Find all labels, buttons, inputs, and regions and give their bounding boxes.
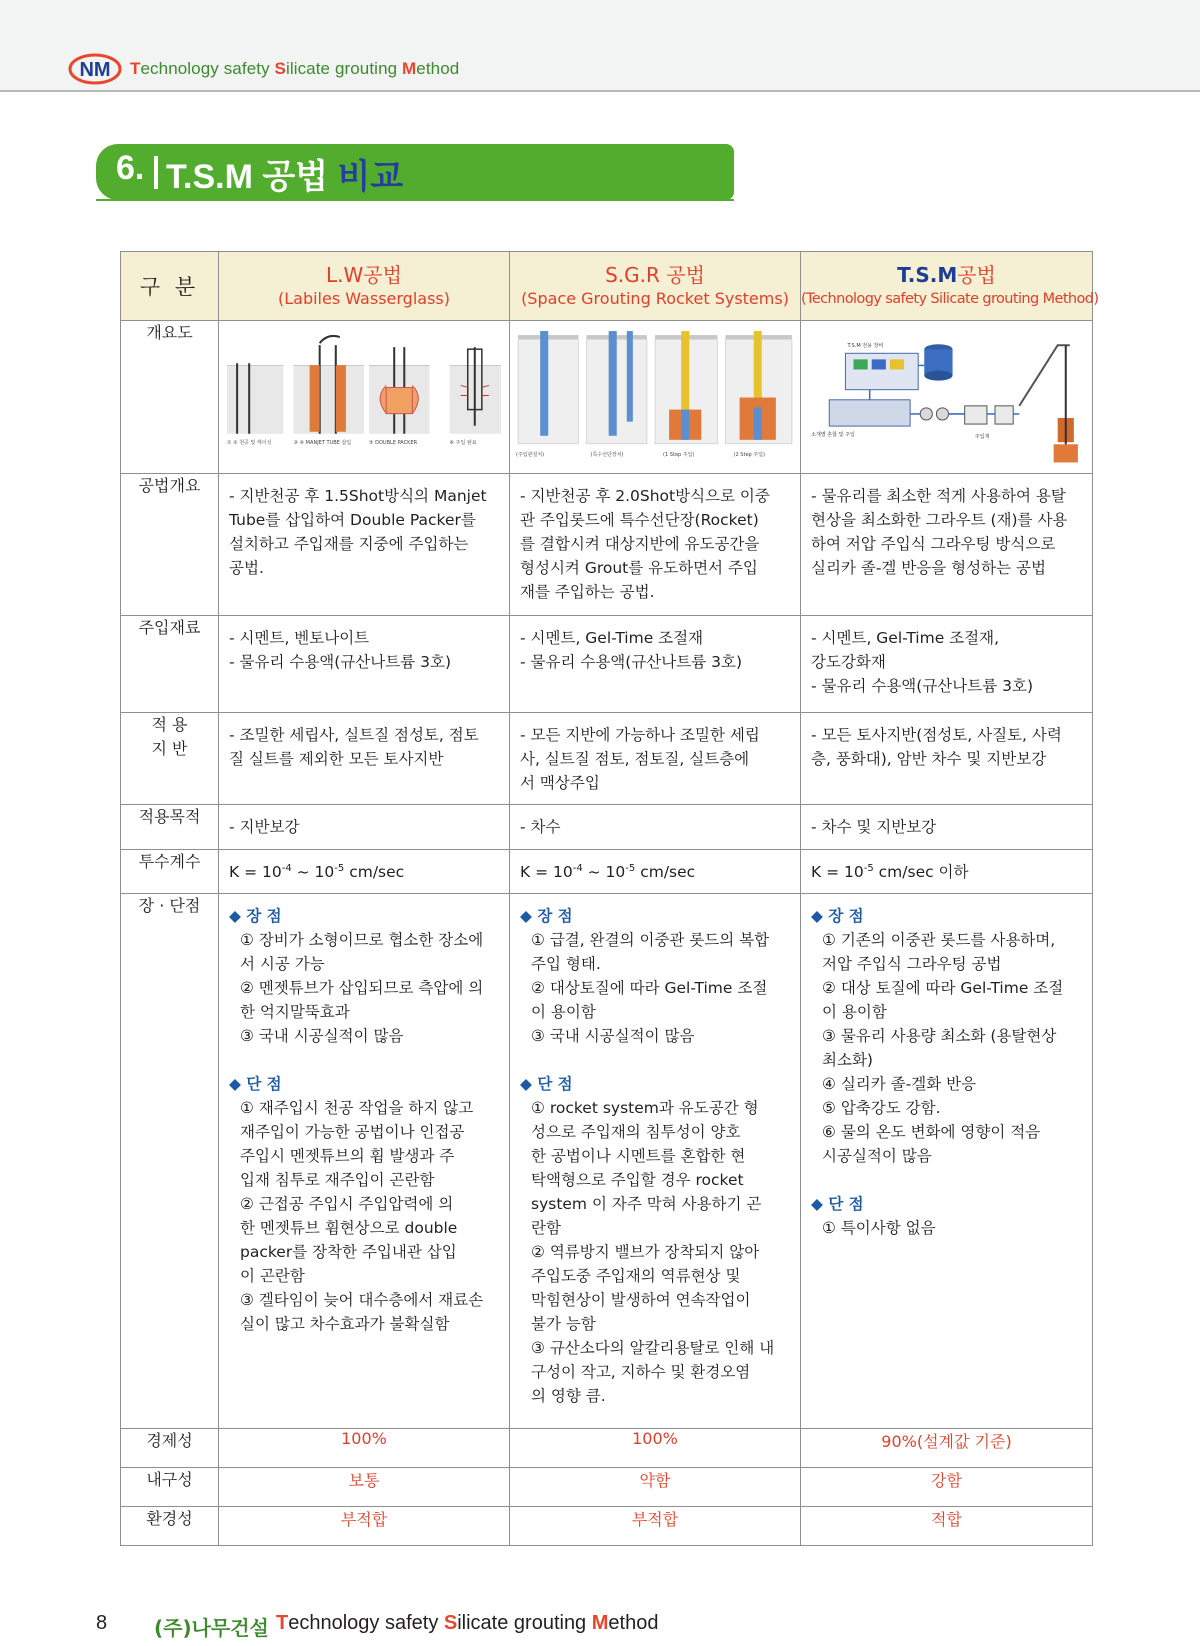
brand-part: M [591,1612,609,1634]
list-line: 하여 저압 주입식 그라우팅 방식으로 [811,535,1056,553]
brand-tagline [130,59,459,79]
brand-part: ilicate grouting [457,1612,592,1634]
list-item: ① 장비가 소형이므로 협소한 장소에 [240,931,484,949]
row-materials [121,616,1093,713]
table-header-row [121,252,1093,321]
header-gubun: 구 분 [121,252,219,321]
economy-lw: 100% [219,1429,510,1468]
row-diagram [121,321,1093,474]
brand-part: ethod [416,59,460,78]
lw-caption-4: ⑥ 주입 완료 [449,439,477,446]
purpose-tsm: - 차수 및 지반보강 [801,805,1093,850]
section-separator [154,156,158,189]
list-line: - 지반천공 후 2.0Shot방식으로 이중 [520,487,770,505]
section-title-underline [96,199,734,201]
list-item: ① rocket system과 유도공간 형 [531,1099,759,1117]
list-item: ① 기존의 이중관 롯드를 사용하며, [822,931,1056,949]
list-line: - 시멘트, Gel-Time 조절재, [811,629,1000,647]
row-ground [121,713,1093,805]
footer-company: (주)나무건설 [154,1616,269,1640]
brand-part: ethod [608,1612,659,1634]
section-title-highlight: 비교 [337,158,404,196]
list-item: 성으로 주입재의 침투성이 양호 [531,1123,741,1141]
brand-part: S [274,59,286,78]
row-label-line-1: 적 용 [151,715,188,734]
brand-part: echnology safety [288,1612,444,1634]
durability-tsm: 강함 [801,1468,1093,1507]
row-pros-cons [121,894,1093,1429]
sgr-caption-2: (특수선단장치) [590,451,624,458]
lw-caption-1: ① ② 천공 및 케이싱 [227,439,272,446]
list-line: 사, 실트질 점토, 점토질, 실트층에 [520,750,750,768]
purpose-lw: - 지반보강 [219,805,510,850]
list-item: 주입도중 주입재의 역류현상 및 [531,1267,741,1285]
overview-tsm [801,474,1093,616]
row-label: 투수계수 [121,850,219,894]
row-environment [121,1507,1093,1546]
list-item: 한 멘젯튜브 휨현상으로 double [240,1219,458,1237]
section-title [96,144,734,200]
list-item: ② 근접공 주입시 주입압력에 의 [240,1195,454,1213]
lw-caption-3: ⑤ DOUBLE PACKER [369,439,418,446]
list-line: 공법. [229,559,264,577]
list-item: system 이 자주 막혀 사용하기 곤 [531,1195,762,1213]
row-label [121,713,219,805]
sgr-cons-list [520,1096,790,1408]
brand-part: M [402,59,417,78]
list-item: ③ 국내 시공실적이 많음 [240,1027,404,1045]
tsm-diagram-text-2: 소재별 혼합 및 주입 [811,432,855,439]
list-line: 강도강화재 [811,653,886,671]
sgr-caption-1: (주입관설치) [516,451,545,458]
header-lw-title: L.W공법 [326,263,402,287]
list-item: 이 용이함 [822,1003,887,1021]
row-label: 공법개요 [121,474,219,616]
pros-heading: ◆ 장 점 [229,907,282,925]
list-line: - 물유리 수용액(규산나트륨 3호) [520,653,743,671]
list-item: 한 공법이나 시멘트를 혼합한 현 [531,1147,746,1165]
lw-diagram-image [223,325,505,466]
company-logo-icon [68,53,122,85]
materials-lw [219,616,510,713]
list-item: 주입시 멘젯튜브의 휨 발생과 주 [240,1147,455,1165]
header-sgr-title: S.G.R 공법 [605,263,705,287]
header-lw-subtitle: (Labiles Wasserglass) [277,289,450,308]
header-sgr-subtitle: (Space Grouting Rocket Systems) [521,289,789,308]
list-item: 재주입이 가능한 공법이나 인접공 [240,1123,465,1141]
lw-diagram [219,321,510,474]
comparison-table [120,251,1099,1546]
list-item: 입재 침투로 재주입이 곤란함 [240,1171,435,1189]
pros-cons-tsm [801,894,1093,1429]
pros-cons-sgr [510,894,801,1429]
cons-heading: ◆ 단 점 [229,1075,282,1093]
row-label: 장 · 단점 [121,894,219,1429]
brand-part: echnology safety [140,59,275,78]
tsm-diagram-text-1: T.S.M 전용 장비 [847,343,884,350]
list-item: ⑥ 물의 온도 변화에 영향이 적음 [822,1123,1041,1141]
list-item: packer를 장착한 주입내관 삽입 [240,1243,457,1261]
list-item: ② 대상토질에 따라 Gel-Time 조절 [531,979,768,997]
list-item: ③ 규산소다의 알칼리용탈로 인해 내 [531,1339,775,1357]
sgr-caption-3: (1 Step 주입) [663,451,695,458]
brand-header [68,53,459,85]
list-line: 형성시켜 Grout를 유도하면서 주입 [520,559,758,577]
section-heading [166,149,403,198]
list-line: 현상을 최소화한 그라우트 (재)를 사용 [811,511,1068,529]
list-item: ① 특이사항 없음 [822,1219,936,1237]
list-item: ① 급결, 완결의 이중관 롯드의 복합 [531,931,770,949]
list-item: 한 억지말뚝효과 [240,1003,350,1021]
brand-part: ilicate grouting [285,59,402,78]
list-item: ③ 겔타임이 늦어 대수층에서 재료손 [240,1291,484,1309]
list-item: ③ 물유리 사용량 최소화 (용탈현상 [822,1027,1057,1045]
list-line: 서 맥상주입 [520,774,600,792]
list-item: ③ 국내 시공실적이 많음 [531,1027,695,1045]
pros-cons-lw [219,894,510,1429]
header-tsm-subtitle: (Technology safety Silicate grouting Method) [801,291,1099,307]
brand-part: T [276,1612,289,1634]
list-item: 서 시공 가능 [240,955,325,973]
row-economy [121,1429,1093,1468]
list-item: ① 재주입시 천공 작업을 하지 않고 [240,1099,474,1117]
list-line: - 시멘트, Gel-Time 조절재 [520,629,704,647]
durability-sgr: 약함 [510,1468,801,1507]
brand-part: T [130,59,141,78]
overview-sgr [510,474,801,616]
ground-lw [219,713,510,805]
sgr-diagram [510,321,801,474]
header-tsm [801,252,1099,321]
pros-heading: ◆ 장 점 [520,907,573,925]
list-item: 최소화) [822,1051,873,1069]
list-line: - 모든 토사지반(점성토, 사질토, 사력 [811,726,1062,744]
list-item: 이 곤란함 [240,1267,305,1285]
environment-sgr: 부적합 [510,1507,801,1546]
row-label-line-2: 지 반 [151,739,188,758]
ground-tsm [801,713,1093,805]
tsm-diagram-image [805,325,1088,467]
list-item: 주입 형태. [531,955,601,973]
permeability-tsm: $K = 10^{-5}$ cm/sec 이하 [801,850,1093,894]
durability-lw: 보통 [219,1468,510,1507]
permeability-lw: $K = 10^{-4}$ ~ $10^{-5}$ cm/sec [219,850,510,894]
row-label: 환경성 [121,1507,219,1546]
list-item: ② 대상 토질에 따라 Gel-Time 조절 [822,979,1064,997]
header-lw [219,252,510,321]
ground-sgr [510,713,801,805]
list-item: 저압 주입식 그라우팅 공법 [822,955,1002,973]
environment-tsm: 적합 [801,1507,1093,1546]
list-line: 를 결합시켜 대상지반에 유도공간을 [520,535,760,553]
list-line: 관 주입롯드에 특수선단장(Rocket) [520,511,759,529]
list-line: - 시멘트, 벤토나이트 [229,629,370,647]
list-line: 층, 풍화대), 암반 차수 및 지반보강 [811,750,1047,768]
row-permeability [121,850,1093,894]
sgr-diagram-image [514,325,796,466]
cons-heading: ◆ 단 점 [520,1075,573,1093]
brand-part: S [443,1612,458,1634]
sgr-pros-list [520,928,790,1048]
list-item: 불가 능함 [531,1315,596,1333]
list-line: Tube를 삽입하여 Double Packer를 [229,511,476,529]
row-purpose [121,805,1093,850]
list-line: - 물유리 수용액(규산나트륨 3호) [229,653,452,671]
tsm-diagram [801,321,1093,474]
list-item: ② 역류방지 밸브가 장착되지 않아 [531,1243,760,1261]
list-line: - 물유리를 최소한 적게 사용하여 용탈 [811,487,1066,505]
list-item: 구성이 작고, 지하수 및 환경오염 [531,1363,751,1381]
tsm-pros-list [811,928,1082,1168]
section-title-main: T.S.M 공법 [166,158,329,196]
economy-sgr: 100% [510,1429,801,1468]
list-item: 막힘현상이 발생하여 연속작업이 [531,1291,751,1309]
row-label: 개요도 [121,321,219,474]
materials-sgr [510,616,801,713]
list-line: - 모든 지반에 가능하나 조밀한 세립 [520,726,760,744]
list-line: 실리카 졸-겔 반응을 형성하는 공법 [811,559,1046,577]
cons-heading: ◆ 단 점 [811,1195,864,1213]
list-item: ⑤ 압축강도 강함. [822,1099,941,1117]
sgr-caption-4: (2 Step 주입) [733,451,765,458]
list-item: 실이 많고 차수효과가 불확실함 [240,1315,450,1333]
list-line: - 지반천공 후 1.5Shot방식의 Manjet [229,487,487,505]
list-item: 란함 [531,1219,561,1237]
economy-tsm: 90%(설계값 기준) [801,1429,1093,1468]
environment-lw: 부적합 [219,1507,510,1546]
pros-heading: ◆ 장 점 [811,907,864,925]
section-number: 6. [116,149,145,187]
tsm-cons-list [811,1216,1082,1240]
row-label: 주입재료 [121,616,219,713]
page-number: 8 [96,1612,108,1634]
list-item: ② 멘젯튜브가 삽입되므로 측압에 의 [240,979,484,997]
tsm-diagram-text-3: 주입재 [974,434,990,441]
list-item: 의 영향 큼. [531,1387,606,1405]
purpose-sgr: - 차수 [510,805,801,850]
list-line: 설치하고 주입재를 지중에 주입하는 [229,535,469,553]
list-item: 시공실적이 많음 [822,1147,932,1165]
list-item: ④ 실리카 졸-겔화 반응 [822,1075,977,1093]
logo-letters: NM [79,59,111,81]
overview-lw [219,474,510,616]
list-item: 이 용이함 [531,1003,596,1021]
row-label: 내구성 [121,1468,219,1507]
row-label: 경제성 [121,1429,219,1468]
row-durability [121,1468,1093,1507]
row-label: 적용목적 [121,805,219,850]
permeability-sgr: $K = 10^{-4}$ ~ $10^{-5}$ cm/sec [510,850,801,894]
materials-tsm [801,616,1093,713]
header-sgr [510,252,801,321]
list-line: - 조밀한 세립사, 실트질 점성토, 점토 [229,726,479,744]
list-line: 질 실트를 제외한 모든 토사지반 [229,750,444,768]
lw-caption-2: ③ ④ MANJET TUBE 삽입 [293,439,352,446]
list-line: 재를 주입하는 공법. [520,583,655,601]
list-item: 탁액형으로 주입할 경우 rocket [531,1171,744,1189]
footer-tagline [276,1612,658,1635]
row-overview [121,474,1093,616]
lw-pros-list [229,928,499,1048]
lw-cons-list [229,1096,499,1336]
list-line: - 물유리 수용액(규산나트륨 3호) [811,677,1034,695]
header-tsm-title: T.S.M공법 [897,263,996,287]
